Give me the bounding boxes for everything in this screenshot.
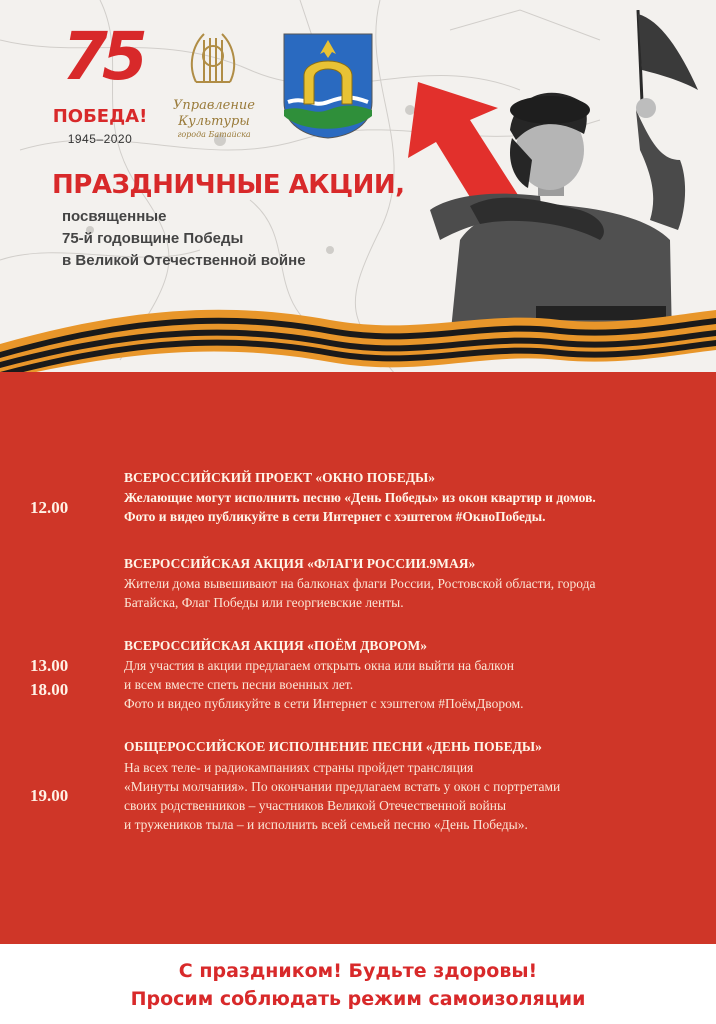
event-time: 18.00 [30,680,69,699]
culture-logo-line3: города Батайска [177,130,251,139]
culture-logo-line2: Культуры [178,114,250,129]
lyre-icon [182,26,244,88]
event-description [124,758,694,834]
event-line: и всем вместе спеть песни военных лет. [124,677,354,692]
logo-years: 1945–2020 [67,132,133,146]
victory-75-logo [50,18,160,154]
event-title: ВСЕРОССИЙСКИЙ ПРОЕКТ «ОКНО ПОБЕДЫ» [124,470,435,485]
event-line: Жители дома вывешивают на балконах флаги России, Ростовской области, города [124,576,596,591]
event-time: 13.00 [30,656,69,675]
subtitle-line: 75-й годовщине Победы [62,230,244,247]
footer-greeting: С праздником! Будьте здоровы! [178,960,538,982]
event-description [124,656,694,713]
event-title: ВСЕРОССИЙСКАЯ АКЦИЯ «ФЛАГИ РОССИИ.9МАЯ» [124,556,476,571]
subtitle-line: в Великой Отечественной войне [62,252,306,269]
event-description [124,488,694,526]
poster-title: ПРАЗДНИЧНЫЕ АКЦИИ, [52,170,405,200]
st-george-ribbon [0,280,716,380]
footer [0,944,716,1024]
event-line: Фото и видео публикуйте в сети Интернет с хэштегом #ПоёмДвором. [124,696,524,711]
event-time: 12.00 [30,498,69,517]
event-line: и тружеников тыла – и исполнить всей семьей песню «День Победы». [124,817,528,832]
event-title: ВСЕРОССИЙСКАЯ АКЦИЯ «ПОЁМ ДВОРОМ» [124,638,427,653]
event-description [124,574,694,612]
event-line: Батайска, Флаг Победы или георгиевские ленты. [124,595,404,610]
subtitle-line: посвященные [62,208,167,225]
event-line: «Минуты молчания». По окончании предлагаем встать у окон с портретами [124,779,561,794]
header [0,0,716,380]
culture-logo-line1: Управление [172,98,255,113]
event-title: ОБЩЕРОССИЙСКОЕ ИСПОЛНЕНИЕ ПЕСНИ «ДЕНЬ ПОБЕДЫ» [124,739,542,754]
footer-self-isolation-notice: Просим соблюдать режим самоизоляции [130,988,586,1010]
poster-subtitle [62,206,392,272]
logo-word: ПОБЕДА! [52,106,148,127]
event-line: своих родственников – участников Великой Отечественной войны [124,798,507,813]
coat-of-arms-icon [282,32,374,140]
event-line: Фото и видео публикуйте в сети Интернет с хэштегом #ОкноПобеды. [124,509,546,524]
event-line: На всех теле- и радиокампаниях страны пройдет трансляция [124,760,474,775]
events-panel [0,372,716,944]
logo-number: 75 [62,18,142,95]
event-line: Желающие могут исполнить песню «День Победы» из окон квартир и домов. [124,490,596,505]
culture-department-logo [164,26,264,156]
event-line: Для участия в акции предлагаем открыть окна или выйти на балкон [124,658,515,673]
event-time: 19.00 [30,786,69,805]
